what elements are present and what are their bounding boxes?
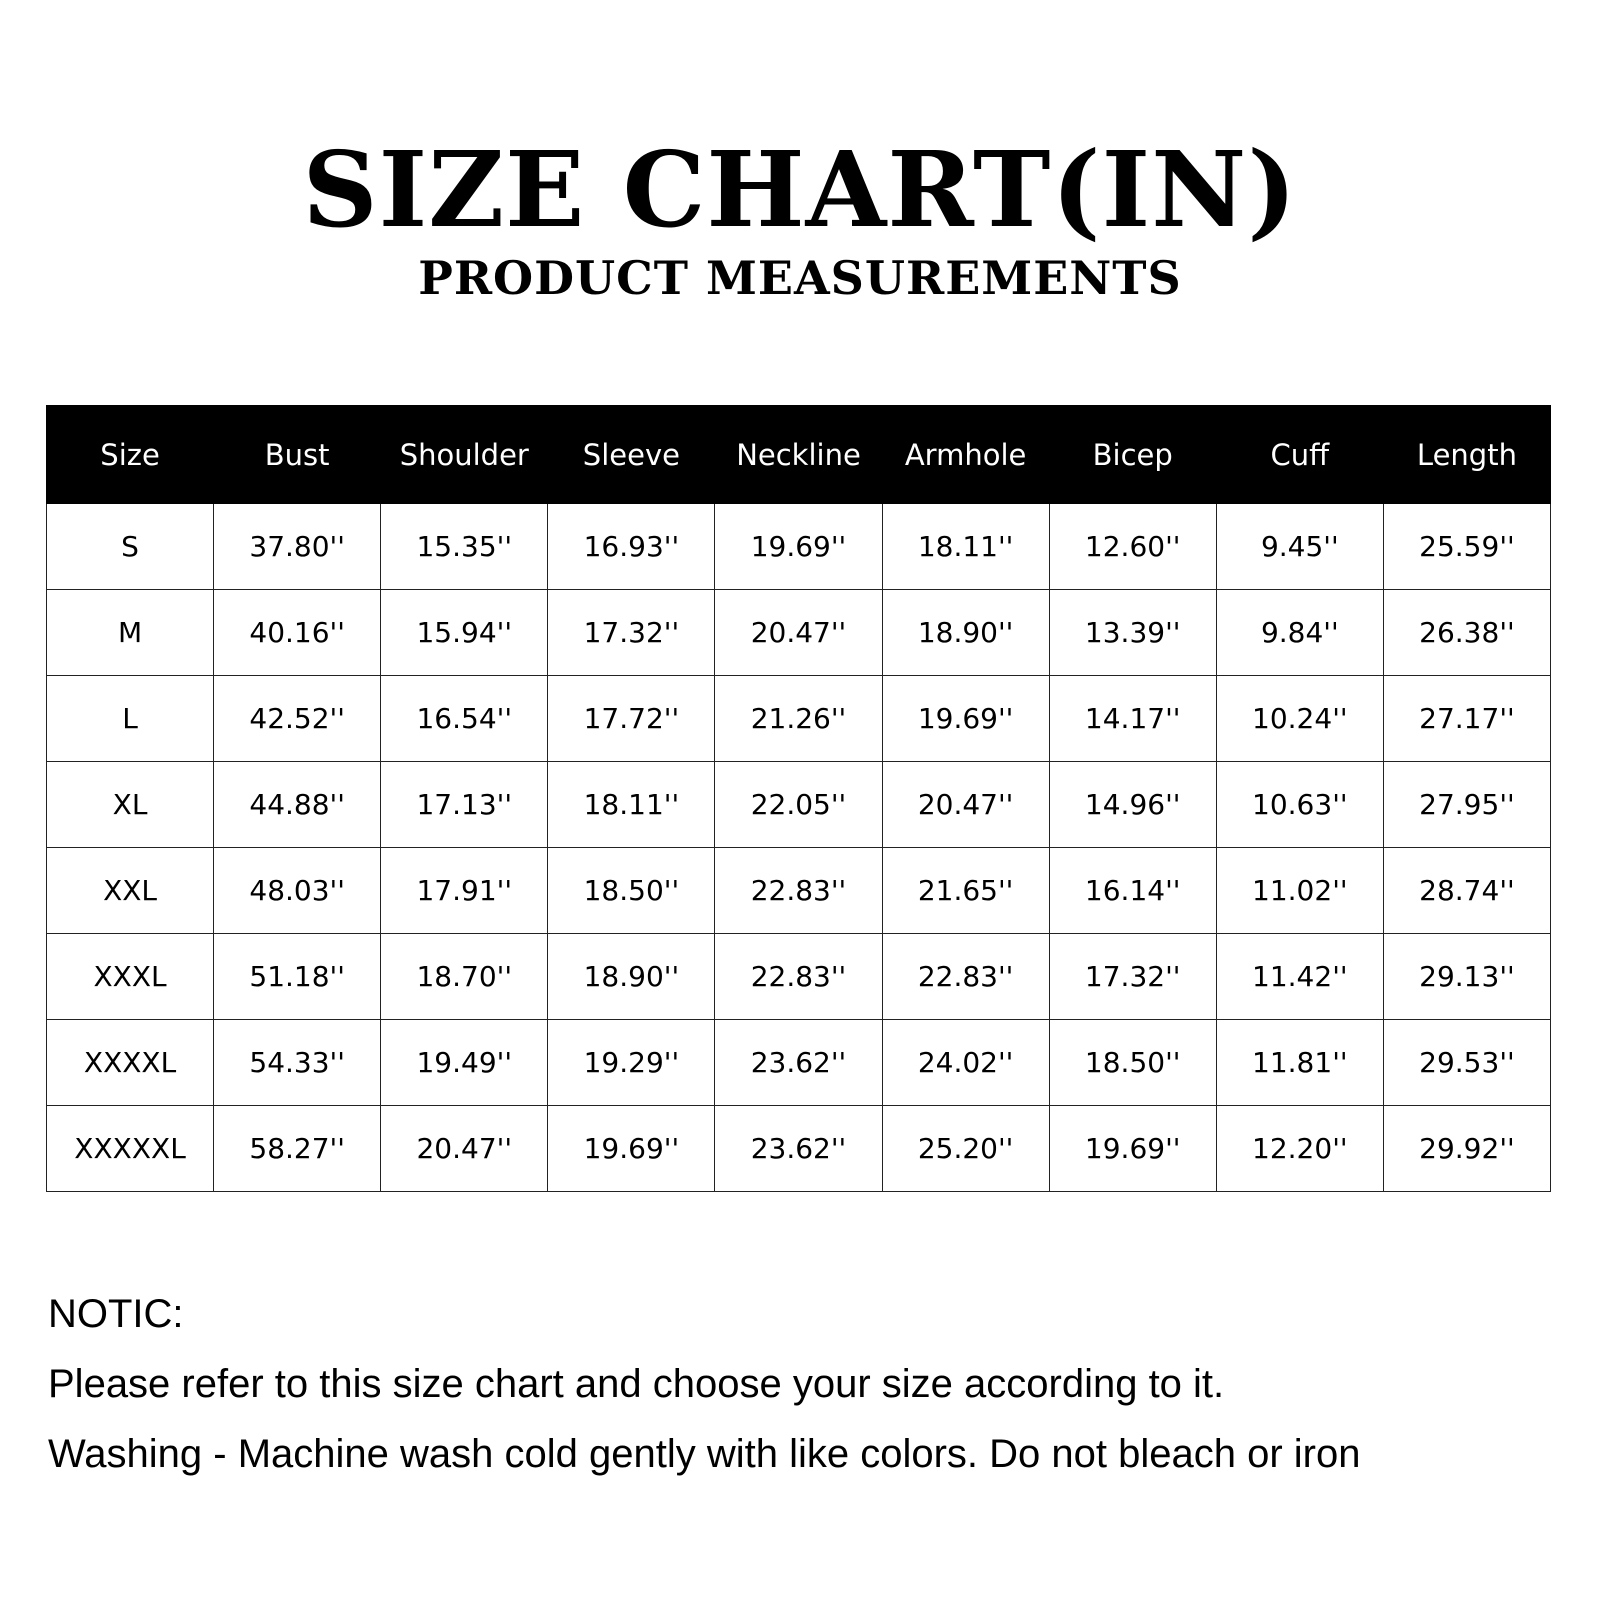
cell-size: S (47, 504, 214, 590)
cell-neckline: 21.26'' (715, 676, 882, 762)
cell-length: 29.53'' (1383, 1020, 1550, 1106)
cell-armhole: 22.83'' (882, 934, 1049, 1020)
header-bicep: Bicep (1049, 406, 1216, 504)
cell-bicep: 18.50'' (1049, 1020, 1216, 1106)
cell-neckline: 22.05'' (715, 762, 882, 848)
table-row (47, 848, 1551, 934)
header-cuff: Cuff (1216, 406, 1383, 504)
cell-shoulder: 16.54'' (381, 676, 548, 762)
cell-sleeve: 19.69'' (548, 1106, 715, 1192)
cell-bust: 44.88'' (214, 762, 381, 848)
cell-sleeve: 17.72'' (548, 676, 715, 762)
notes-heading: NOTIC: (48, 1292, 184, 1336)
cell-size: XXL (47, 848, 214, 934)
cell-sleeve: 16.93'' (548, 504, 715, 590)
cell-cuff: 10.24'' (1216, 676, 1383, 762)
cell-length: 27.17'' (1383, 676, 1550, 762)
cell-bicep: 14.17'' (1049, 676, 1216, 762)
cell-length: 29.13'' (1383, 934, 1550, 1020)
cell-size: XL (47, 762, 214, 848)
cell-size: M (47, 590, 214, 676)
cell-armhole: 19.69'' (882, 676, 1049, 762)
header-neckline: Neckline (715, 406, 882, 504)
cell-bicep: 19.69'' (1049, 1106, 1216, 1192)
table-row (47, 504, 1551, 590)
cell-armhole: 24.02'' (882, 1020, 1049, 1106)
table-row (47, 1020, 1551, 1106)
cell-shoulder: 18.70'' (381, 934, 548, 1020)
notes-section (48, 1290, 1548, 1500)
cell-bicep: 13.39'' (1049, 590, 1216, 676)
cell-cuff: 11.42'' (1216, 934, 1383, 1020)
cell-neckline: 22.83'' (715, 848, 882, 934)
cell-cuff: 9.84'' (1216, 590, 1383, 676)
cell-armhole: 18.90'' (882, 590, 1049, 676)
cell-armhole: 21.65'' (882, 848, 1049, 934)
cell-neckline: 23.62'' (715, 1106, 882, 1192)
cell-cuff: 9.45'' (1216, 504, 1383, 590)
cell-shoulder: 19.49'' (381, 1020, 548, 1106)
cell-sleeve: 17.32'' (548, 590, 715, 676)
cell-size: XXXL (47, 934, 214, 1020)
cell-length: 28.74'' (1383, 848, 1550, 934)
header-row (47, 406, 1551, 504)
header-size: Size (47, 406, 214, 504)
table-row (47, 1106, 1551, 1192)
header-sleeve: Sleeve (548, 406, 715, 504)
size-table-body (47, 504, 1551, 1192)
cell-bicep: 16.14'' (1049, 848, 1216, 934)
cell-sleeve: 18.11'' (548, 762, 715, 848)
size-table (46, 405, 1551, 1192)
header-bust: Bust (214, 406, 381, 504)
cell-bust: 37.80'' (214, 504, 381, 590)
cell-shoulder: 15.94'' (381, 590, 548, 676)
cell-shoulder: 17.91'' (381, 848, 548, 934)
cell-length: 25.59'' (1383, 504, 1550, 590)
header-length: Length (1383, 406, 1550, 504)
cell-armhole: 18.11'' (882, 504, 1049, 590)
page-subtitle: PRODUCT MEASUREMENTS (418, 251, 1182, 305)
cell-size: XXXXL (47, 1020, 214, 1106)
page-title: SIZE CHART(IN) (302, 128, 1298, 251)
cell-cuff: 12.20'' (1216, 1106, 1383, 1192)
cell-shoulder: 20.47'' (381, 1106, 548, 1192)
cell-length: 27.95'' (1383, 762, 1550, 848)
cell-bicep: 14.96'' (1049, 762, 1216, 848)
cell-cuff: 11.81'' (1216, 1020, 1383, 1106)
cell-length: 26.38'' (1383, 590, 1550, 676)
table-row (47, 590, 1551, 676)
cell-bust: 48.03'' (214, 848, 381, 934)
header-armhole: Armhole (882, 406, 1049, 504)
size-table-header (47, 406, 1551, 504)
notes-size-advice: Please refer to this size chart and choose your size according to it. (48, 1362, 1225, 1406)
cell-shoulder: 15.35'' (381, 504, 548, 590)
cell-size: XXXXXL (47, 1106, 214, 1192)
cell-bicep: 17.32'' (1049, 934, 1216, 1020)
cell-bust: 51.18'' (214, 934, 381, 1020)
cell-shoulder: 17.13'' (381, 762, 548, 848)
cell-sleeve: 18.90'' (548, 934, 715, 1020)
cell-sleeve: 18.50'' (548, 848, 715, 934)
cell-cuff: 10.63'' (1216, 762, 1383, 848)
table-row (47, 934, 1551, 1020)
notes-washing-instructions: Washing - Machine wash cold gently with like colors. Do not bleach or iron (48, 1432, 1361, 1476)
cell-armhole: 20.47'' (882, 762, 1049, 848)
cell-sleeve: 19.29'' (548, 1020, 715, 1106)
cell-neckline: 23.62'' (715, 1020, 882, 1106)
cell-length: 29.92'' (1383, 1106, 1550, 1192)
cell-cuff: 11.02'' (1216, 848, 1383, 934)
cell-neckline: 20.47'' (715, 590, 882, 676)
cell-armhole: 25.20'' (882, 1106, 1049, 1192)
cell-bust: 54.33'' (214, 1020, 381, 1106)
cell-neckline: 22.83'' (715, 934, 882, 1020)
cell-size: L (47, 676, 214, 762)
cell-bicep: 12.60'' (1049, 504, 1216, 590)
cell-neckline: 19.69'' (715, 504, 882, 590)
cell-bust: 42.52'' (214, 676, 381, 762)
table-row (47, 762, 1551, 848)
header-shoulder: Shoulder (381, 406, 548, 504)
cell-bust: 58.27'' (214, 1106, 381, 1192)
table-row (47, 676, 1551, 762)
cell-bust: 40.16'' (214, 590, 381, 676)
